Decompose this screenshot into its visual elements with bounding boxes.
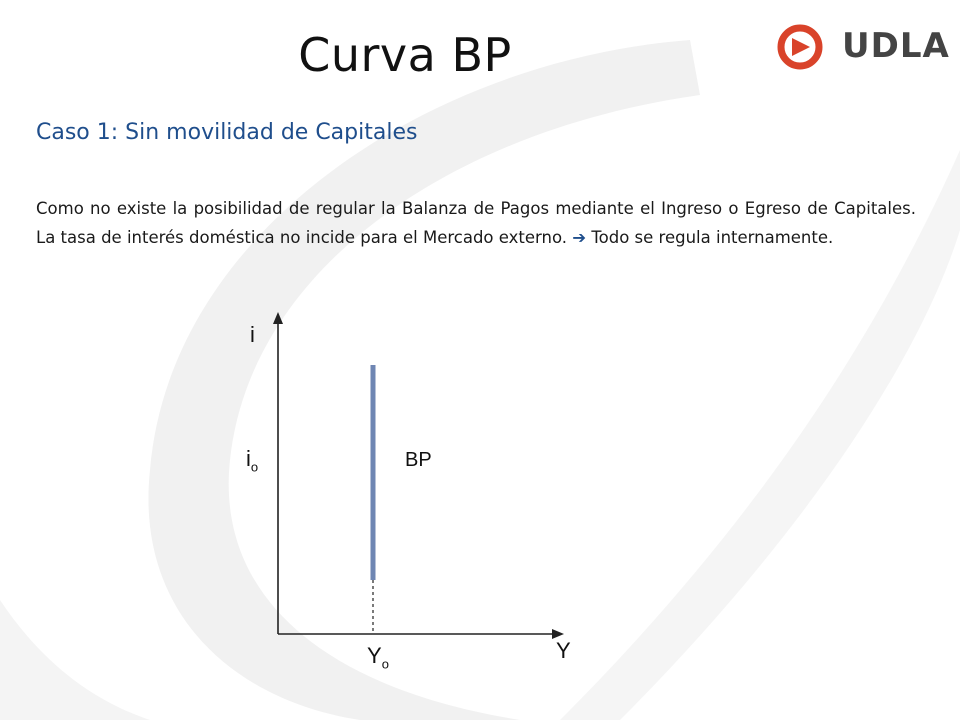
- logo-text: UDLA: [842, 26, 950, 66]
- i0-label: [246, 446, 258, 474]
- body-text-part2: Todo se regula internamente.: [591, 228, 834, 247]
- y-axis-label: i: [250, 322, 255, 347]
- y-axis-arrowhead: [273, 312, 283, 324]
- slide-title: Curva BP: [298, 28, 512, 82]
- bp-curve-label: BP: [405, 449, 432, 471]
- x-axis-label: Y: [556, 638, 571, 663]
- y0-main: Y: [367, 643, 382, 668]
- y0-subscript: o: [381, 656, 389, 672]
- slide-subtitle: Caso 1: Sin movilidad de Capitales: [36, 120, 418, 145]
- i0-subscript: o: [250, 459, 259, 475]
- right-arrow-icon: ➔: [572, 228, 587, 247]
- y0-label: [367, 643, 389, 671]
- body-text-part1: Como no existe la posibilidad de regular la Balanza de Pagos mediante el Ingreso o Egreso de Capitales. La tasa de interés doméstica no incide para el Mercado externo.: [36, 199, 916, 247]
- i0-main: i: [246, 446, 251, 471]
